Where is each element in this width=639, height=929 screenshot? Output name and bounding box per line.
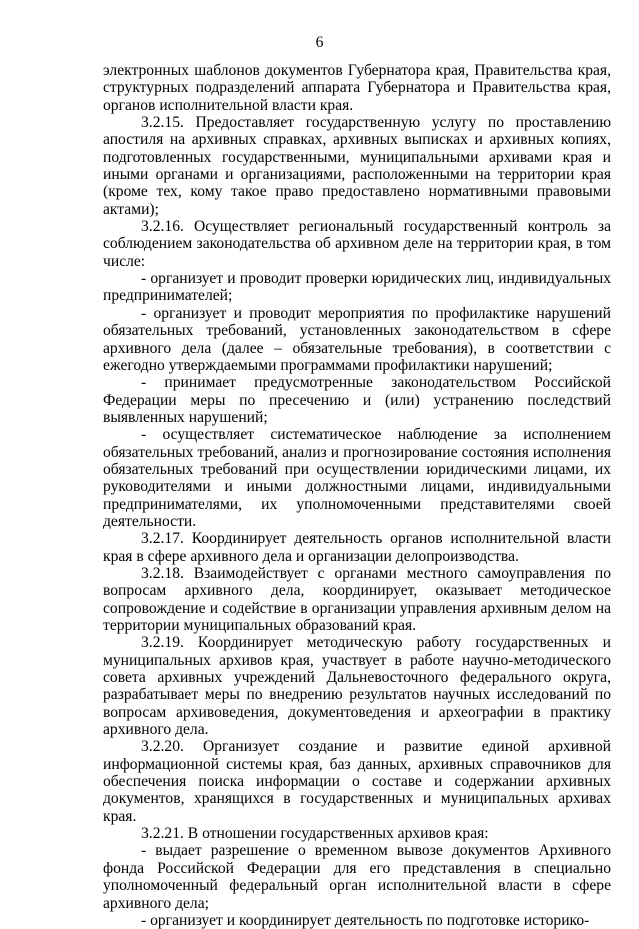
paragraph: 3.2.16. Осуществляет региональный государственный контроль за соблюдением законодательства об архивном деле на территории края, в том числе:	[103, 218, 611, 270]
page-number: 6	[315, 34, 324, 51]
paragraph: 3.2.19. Координирует методическую работу государственных и муниципальных архивов края, участвует в работе научно-методического совета архивных учреждений Дальневосточного федерального округа, разрабатывает меры по внедрению результатов научных исследований по вопросам архивоведения, документоведения и археографии в практику архивного дела.	[103, 634, 611, 739]
list-item: - организует и проводит мероприятия по профилактике нарушений обязательных требований, установленных законодательством в сфере архивного дела (далее – обязательные требования), в соответствии с ежегодно утверждаемыми программами профилактики нарушений;	[103, 304, 611, 374]
list-item: - выдает разрешение о временном вывозе документов Архивного фонда Российской Федерации для его представления в специально уполномоченный федеральный орган исполнительной власти в сфере архивного дела;	[103, 842, 611, 912]
list-item: - организует и проводит проверки юридических лиц, индивидуальных предпринимателей;	[103, 270, 611, 305]
list-item: - организует и координирует деятельность по подготовке историко-	[141, 911, 590, 929]
document-body	[103, 62, 611, 929]
list-item: - осуществляет систематическое наблюдение за исполнением обязательных требований, анализ и прогнозирование состояния исполнения обязательных требований при осуществлении юридическими лицами, их руководителями и иными должностными лицами, индивидуальными предпринимателями, их уполномоченными представителями своей деятельности.	[103, 426, 611, 530]
list-item: - принимает предусмотренные законодательством Российской Федерации меры по пресечению и (или) устранению последствий выявленных нарушений;	[103, 374, 611, 426]
paragraph: 3.2.21. В отношении государственных архивов края:	[141, 825, 489, 843]
paragraph: 3.2.15. Предоставляет государственную услугу по проставлению апостиля на архивных справках, архивных выписках и архивных копиях, подготовленных государственными, муниципальными архивами края и иными органами и организациями, расположенными на территории края (кроме тех, кому такое право предоставлено нормативными правовыми актами);	[103, 114, 611, 218]
paragraph: 3.2.20. Организует создание и развитие единой архивной информационной системы края, баз данных, архивных справочников для обеспечения поиска информации о составе и содержании архивных документов, хранящихся в государственных и муниципальных архивах края.	[103, 738, 611, 825]
paragraph: 3.2.18. Взаимодействует с органами местного самоуправления по вопросам архивного дела, координирует, оказывает методическое сопровождение и содействие в организации управления архивным делом на территории муниципальных образований края.	[103, 564, 611, 634]
paragraph: 3.2.17. Координирует деятельность органов исполнительной власти края в сфере архивного дела и организации делопроизводства.	[103, 530, 611, 565]
paragraph: электронных шаблонов документов Губернатора края, Правительства края, структурных подразделений аппарата Губернатора и Правительства края, органов исполнительной власти края.	[103, 62, 611, 114]
